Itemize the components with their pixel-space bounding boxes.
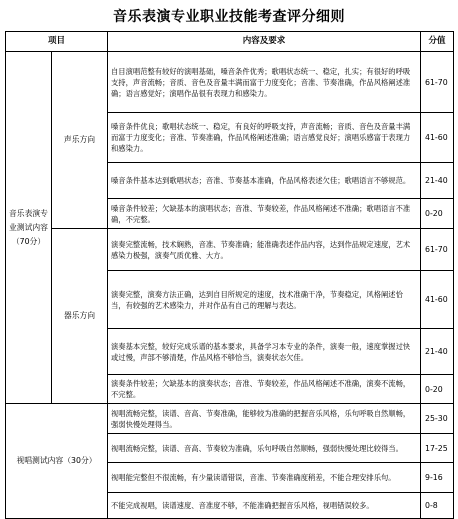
- score-range: 0-8: [421, 493, 454, 519]
- criteria-text: 演奏完整流畅，技术娴熟，音准、节奏准确；能准确表述作品内容，达到作品规定速度，艺术感染力极强，演奏气质优雅、大方。: [108, 229, 421, 271]
- criteria-text: 视唱流畅完整，读谱、音高、节奏准确，能够较为准确的把握音乐风格，乐句呼吸自然顺畅，强弱快慢处理得当。: [108, 404, 421, 434]
- table-row: [6, 52, 454, 113]
- table-row: [6, 229, 454, 271]
- score-range: 41-60: [421, 271, 454, 329]
- section-label-sight-singing: 视唱测试内容（30分）: [6, 404, 108, 519]
- criteria-text: 演奏基本完整，较好完成乐谱的基本要求，具备学习本专业的条件，演奏一般，速度掌握过快或过慢，声部不够清楚，作品风格不够恰当，演奏状态欠佳。: [108, 329, 421, 375]
- criteria-text: 视唱能完整但不很流畅，有少量读谱错误，音准、节奏准确度稍差，不能合理安排乐句。: [108, 463, 421, 493]
- score-range: 0-20: [421, 199, 454, 229]
- criteria-text: 演奏条件较差；欠缺基本的演奏状态；音准、节奏较差，作品风格阐述不准确，演奏不流畅，不完整。: [108, 375, 421, 404]
- header-row: [6, 32, 454, 52]
- table-row: [6, 404, 454, 434]
- criteria-text: 嗓音条件优良；歌唱状态统一、稳定，有良好的呼吸支持，声音流畅；音质、音色及音量丰满而富于力度变化；音准、节奏准确，作品风格阐述准确；语言感觉良好；演唱乐感富于表现力和感染力。: [108, 113, 421, 163]
- criteria-text: 自目演唱范整有较好的演唱基础，嗓音条件优秀；歌唱状态统一、稳定，扎实；有很好的呼吸支持，声音流畅；音质、音色及音量丰满而富于力度变化；音准、节奏准确，作品风格阐述准确；语言感觉好；演唱作品很有表现力和感染力。: [108, 52, 421, 113]
- score-range: 21-40: [421, 329, 454, 375]
- score-range: 41-60: [421, 113, 454, 163]
- section-label-music-performance: 音乐表演专业测试内容（70分）: [6, 52, 52, 404]
- score-range: 17-25: [421, 434, 454, 463]
- score-range: 9-16: [421, 463, 454, 493]
- criteria-text: 嗓音条件基本达到歌唱状态；音准、节奏基本准确，作品风格表述欠佳；歌唱语言不够规范。: [108, 163, 421, 199]
- criteria-text: 演奏完整，演奏方法正确，达到自目所规定的速度，技术准确干净，节奏稳定，风格阐述恰当，有较强的艺术感染力，并对作品有自己的理解与表达。: [108, 271, 421, 329]
- criteria-text: 视唱流畅完整，读谱、音高、节奏较为准确，乐句呼吸自然顺畅，强弱快慢处理比较得当。: [108, 434, 421, 463]
- score-range: 61-70: [421, 229, 454, 271]
- header-content: 内容及要求: [108, 32, 421, 52]
- score-range: 25-30: [421, 404, 454, 434]
- subsection-label-vocal: 声乐方向: [52, 52, 108, 229]
- score-range: 61-70: [421, 52, 454, 113]
- subsection-label-instrumental: 器乐方向: [52, 229, 108, 404]
- header-item: 项目: [6, 32, 108, 52]
- scoring-table: [5, 31, 454, 519]
- criteria-text: 嗓音条件较差；欠缺基本的演唱状态；音准、节奏较差，作品风格阐述不准确；歌唱语言不准确，不完整。: [108, 199, 421, 229]
- score-range: 21-40: [421, 163, 454, 199]
- document-title: 音乐表演专业职业技能考查评分细则: [113, 9, 345, 25]
- score-range: 0-20: [421, 375, 454, 404]
- criteria-text: 不能完成视唱，读谱速度、音准度不够，不能准确把握音乐风格，视唱错误较多。: [108, 493, 421, 519]
- header-score: 分值: [421, 32, 454, 52]
